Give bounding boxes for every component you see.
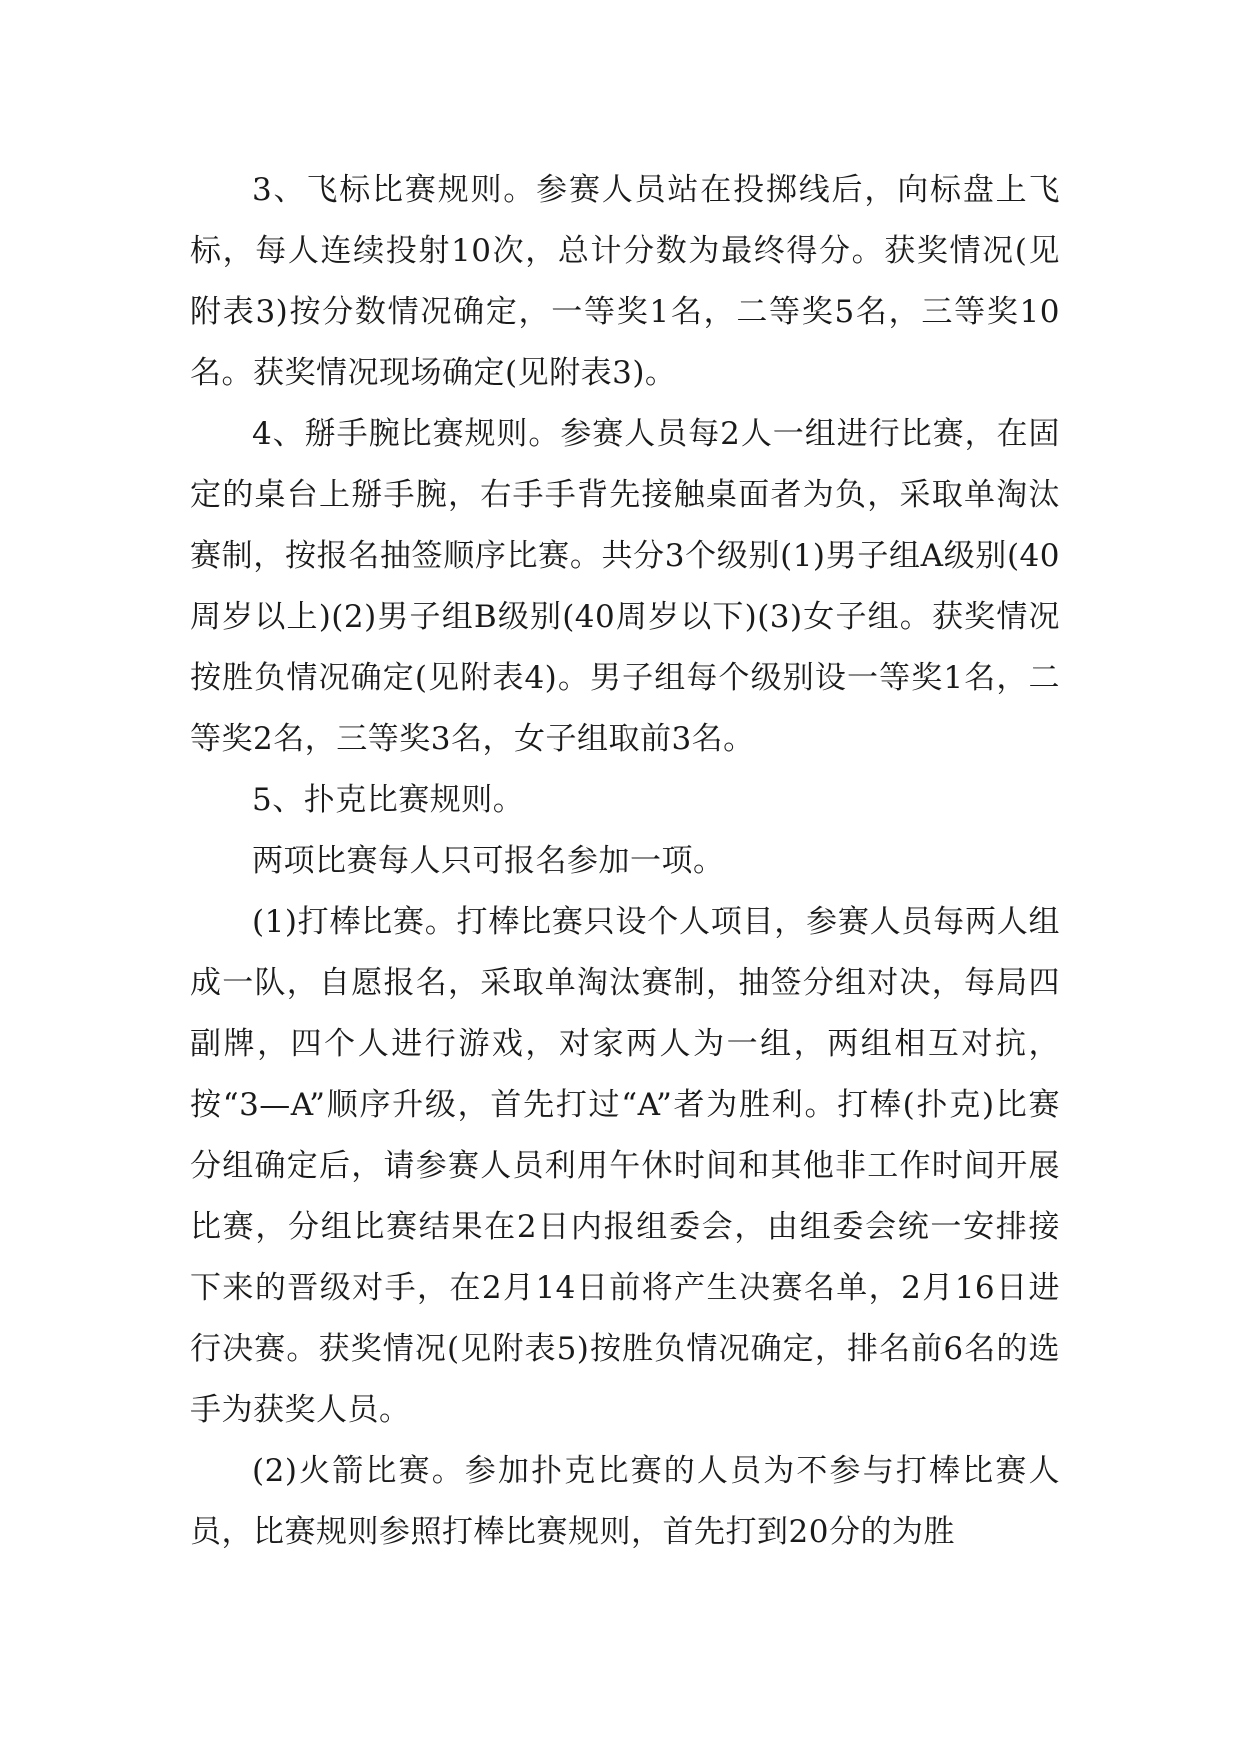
paragraph-dart-rules: 3、飞标比赛规则。参赛人员站在投掷线后，向标盘上飞标，每人连续投射10次，总计分数为最终得分。获奖情况(见附表3)按分数情况确定，一等奖1名，二等奖5名，三等奖10名。获奖情况现场确定(见附表3)。 [190, 172, 1060, 391]
paragraph-poker-rules-heading: 5、扑克比赛规则。 [252, 782, 525, 818]
paragraph-rocket-rules: (2)火箭比赛。参加扑克比赛的人员为不参与打棒比赛人员，比赛规则参照打棒比赛规则，首先打到20分的为胜 [190, 1453, 1060, 1550]
document-body [190, 160, 1060, 1563]
paragraph-arm-wrestling-rules: 4、掰手腕比赛规则。参赛人员每2人一组进行比赛，在固定的桌台上掰手腕，右手手背先接触桌面者为负，采取单淘汰赛制，按报名抽签顺序比赛。共分3个级别(1)男子组A级别(40周岁以上)(2)男子组B级别(40周岁以下)(3)女子组。获奖情况按胜负情况确定(见附表4)。男子组每个级别设一等奖1名，二等奖2名，三等奖3名，女子组取前3名。 [190, 416, 1060, 757]
paragraph-dabang-rules: (1)打棒比赛。打棒比赛只设个人项目，参赛人员每两人组成一队，自愿报名，采取单淘汰赛制，抽签分组对决，每局四副牌，四个人进行游戏，对家两人为一组，两组相互对抗，按“3—A”顺序升级，首先打过“A”者为胜利。打棒(扑克)比赛分组确定后，请参赛人员利用午休时间和其他非工作时间开展比赛，分组比赛结果在2日内报组委会，由组委会统一安排接下来的晋级对手，在2月14日前将产生决赛名单，2月16日进行决赛。获奖情况(见附表5)按胜负情况确定，排名前6名的选手为获奖人员。 [190, 904, 1060, 1428]
paragraph-poker-entry-limit: 两项比赛每人只可报名参加一项。 [252, 843, 725, 879]
